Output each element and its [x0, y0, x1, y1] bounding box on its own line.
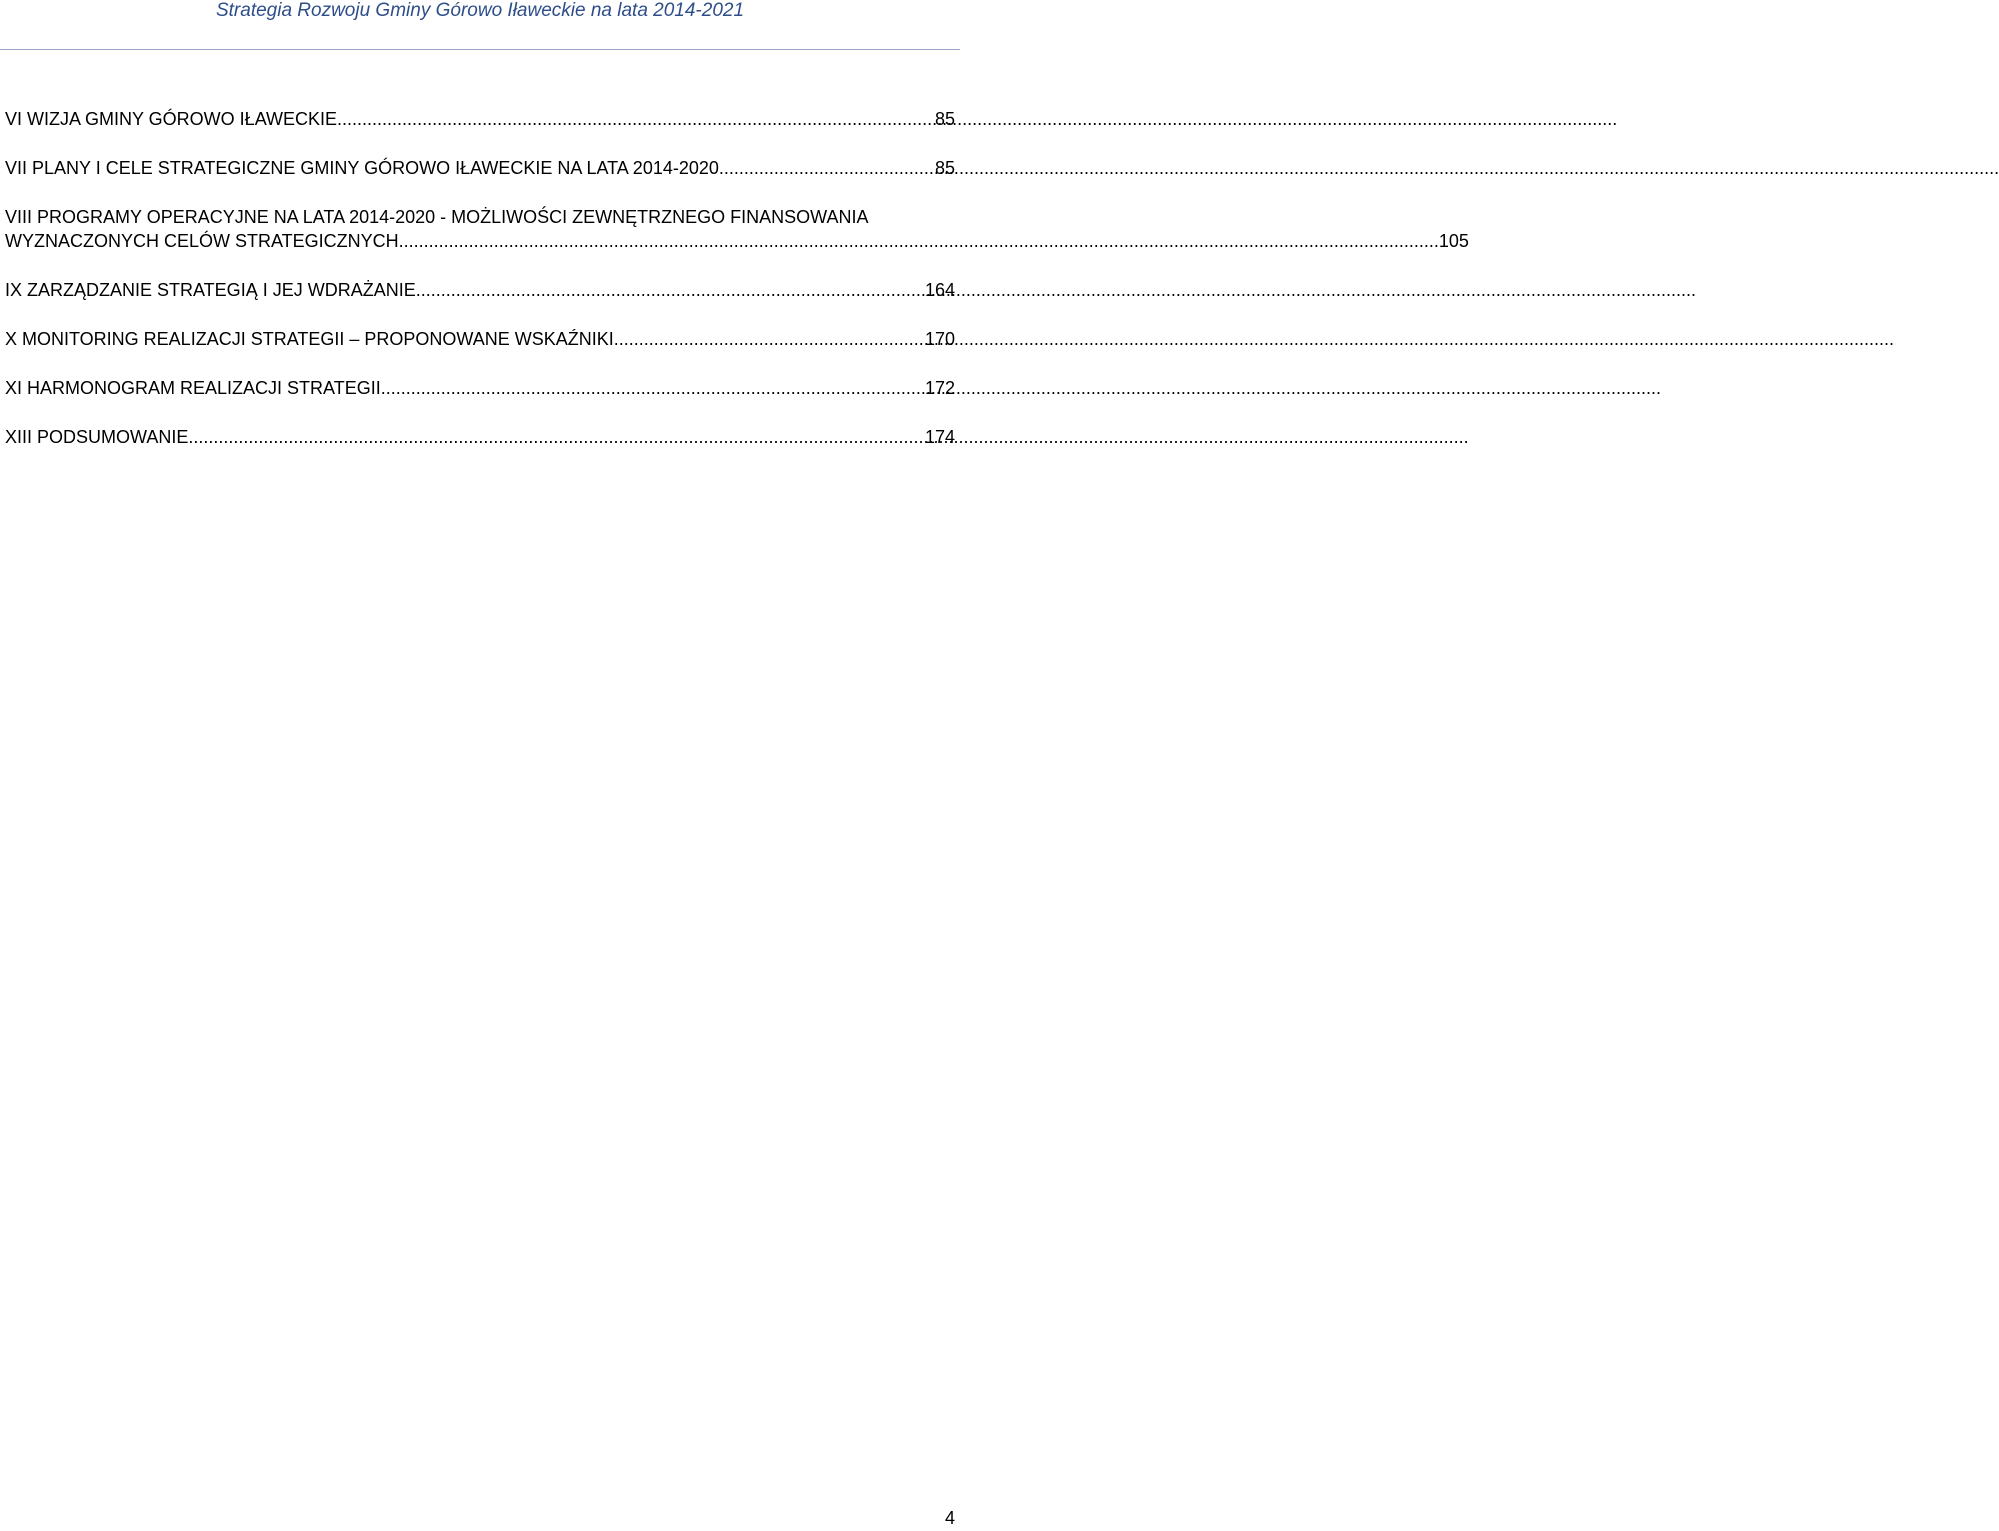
- toc-entry-title: IX ZARZĄDZANIE STRATEGIĄ I JEJ WDRAŻANIE: [5, 280, 416, 300]
- page-header: [0, 0, 960, 50]
- toc-entry-vii[interactable]: [5, 156, 955, 180]
- header-title: Strategia Rozwoju Gminy Górowo Iławeckie na lata 2014-2021: [215, 0, 745, 21]
- toc-entry-page: 174: [924, 427, 955, 447]
- dot-leader: [416, 278, 925, 302]
- toc-entry-vi[interactable]: [5, 107, 955, 131]
- dot-leader: [719, 156, 935, 180]
- dot-leader: [614, 327, 925, 351]
- toc-entry-title: X MONITORING REALIZACJI STRATEGII – PROPONOWANE WSKAŹNIKI: [5, 329, 614, 349]
- toc-entry-xiii[interactable]: [5, 425, 955, 449]
- toc-entry-x[interactable]: [5, 327, 955, 351]
- toc-entry-page: 164: [924, 280, 955, 300]
- toc-entry-page: 172: [924, 378, 955, 398]
- toc-entry-title-line2: WYZNACZONYCH CELÓW STRATEGICZNYCH: [5, 231, 399, 251]
- toc-entry-title: VI WIZJA GMINY GÓROWO IŁAWECKIE: [5, 109, 338, 129]
- toc-entry-viii[interactable]: [5, 205, 1469, 253]
- toc-entry-title: XI HARMONOGRAM REALIZACJI STRATEGII: [5, 378, 381, 398]
- dot-leader: [337, 107, 935, 131]
- toc-entry-page: 105: [1438, 231, 1469, 251]
- toc-entry-title: VII PLANY I CELE STRATEGICZNE GMINY GÓROWO IŁAWECKIE NA LATA 2014-2020: [5, 158, 719, 178]
- toc-entry-page: 170: [924, 329, 955, 349]
- page-number: 4: [944, 1508, 955, 1528]
- dot-leader: [188, 425, 925, 449]
- dot-leader: [381, 376, 925, 400]
- dot-leader: ................................................................................................................................................................................................................: [398, 231, 1439, 251]
- toc-entry-title: XIII PODSUMOWANIE: [5, 427, 189, 447]
- table-of-contents: [5, 107, 1469, 474]
- toc-entry-page: 85: [934, 158, 955, 178]
- toc-entry-page: 85: [934, 109, 955, 129]
- toc-entry-xi[interactable]: [5, 376, 955, 400]
- toc-entry-title-line1: VIII PROGRAMY OPERACYJNE NA LATA 2014-2020 - MOŻLIWOŚCI ZEWNĘTRZNEGO FINANSOWANIA: [5, 207, 869, 227]
- toc-entry-ix[interactable]: [5, 278, 955, 302]
